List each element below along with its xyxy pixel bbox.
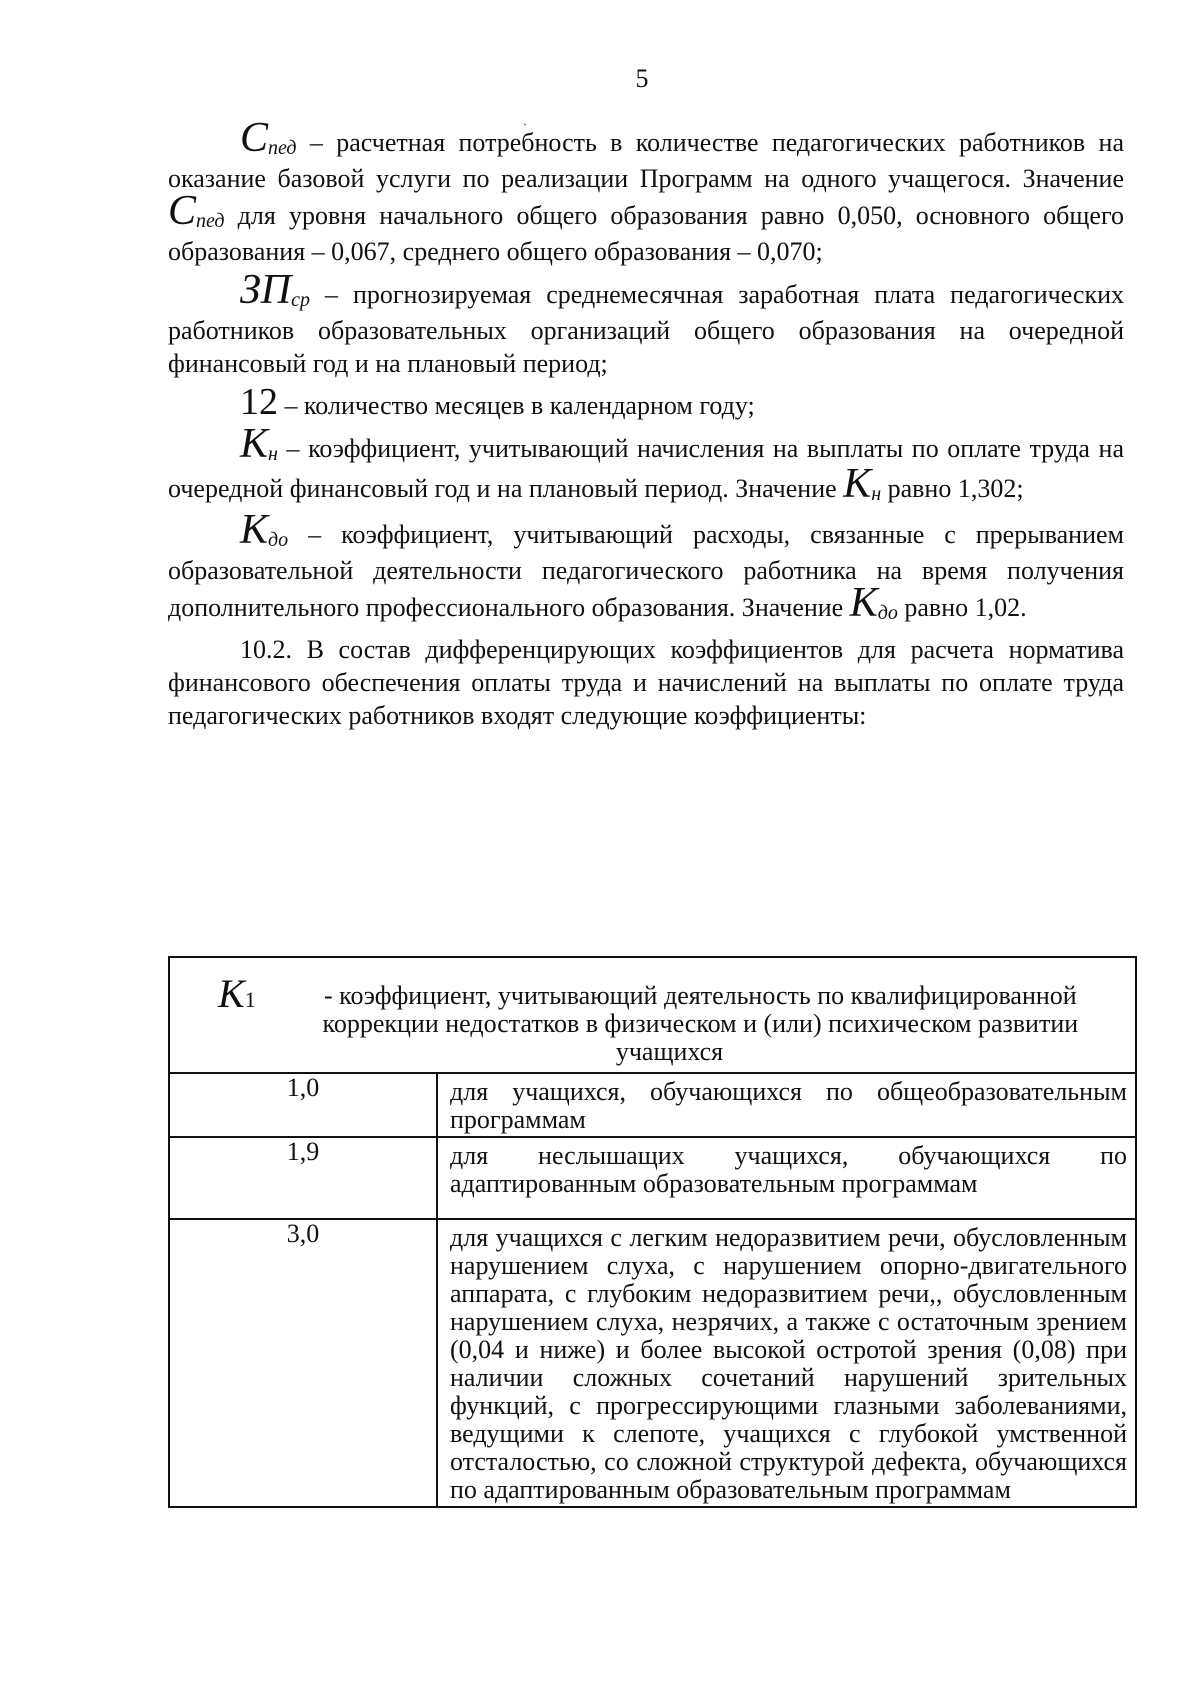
coefficient-description: для учащихся с легким недоразвитием речи, обусловленным нарушением слуха, с нарушением опорно-двигательного аппарата, с глубоким недоразвитием речи,, обусловленным нарушением слуха, незрячих, а также с остаточным зрением (0,04 и ниже) и более высокой остротой зрения (0,08) при наличии сложных сочетаний нарушений зрительных функций, с прогрессирующими глазными заболеваниями, ведущими к слепоте, учащихся с глубокой умственной отсталостью, со сложной структурой дефекта, обучающихся по адаптированным образовательным программам [437, 1219, 1136, 1507]
symbol-k-inline: K [843, 461, 872, 507]
table-header-row [169, 957, 1136, 1073]
symbol-subscript: до [268, 529, 289, 551]
paragraph-months [168, 381, 1124, 423]
symbol-k: K [240, 421, 269, 467]
symbol-c-inline: C [168, 188, 197, 234]
coefficient-value: 1,9 [169, 1137, 437, 1219]
symbol-subscript: до [877, 602, 898, 624]
paragraph-k-n [168, 421, 1124, 508]
symbol-subscript: н [268, 443, 278, 465]
coefficient-value: 3,0 [169, 1219, 437, 1507]
paragraph-text: – расчетная потребность в количестве педагогических работников на оказание базовой услуги по реализации Программ на одного учащегося. Значение [168, 128, 1124, 193]
symbol-k1 [218, 971, 256, 1016]
symbol-c: C [240, 115, 269, 161]
coefficient-description: для учащихся, обучающихся по общеобразовательным программам [437, 1073, 1136, 1137]
symbol-subscript: пед [196, 210, 225, 232]
symbol-subscript: ср [291, 289, 311, 311]
coefficient-value: 1,0 [169, 1073, 437, 1137]
symbol-subscript: н [871, 483, 882, 505]
paragraph-text: для уровня начального общего образования равно 0,050, основного общего образования – 0,067, среднего общего образования – 0,070; [168, 201, 1124, 266]
paragraph-text: 10.2. В состав дифференцирующих коэффициентов для расчета норматива финансового обеспечения оплаты труда и начислений на выплаты по оплате труда педагогических работников входят следующие коэффициенты: [168, 635, 1124, 730]
table-row [169, 1073, 1136, 1137]
coefficients-table [168, 956, 1137, 1508]
symbol-k-inline: K [849, 580, 878, 626]
coefficient-description: для неслышащих учащихся, обучающихся по адаптированным образовательным программам [437, 1137, 1136, 1219]
table-header-cell [169, 957, 1136, 1073]
paragraph-zp-sr [168, 267, 1124, 380]
table-row [169, 1137, 1136, 1219]
symbol-k: K [240, 507, 269, 553]
symbol-k: K [218, 971, 245, 1016]
paragraph-text: равно 1,302; [881, 474, 1024, 503]
symbol-subscript: пед [268, 137, 297, 159]
table-header-text: - коэффициент, учитывающий деятельность по квалифицированной коррекции недостатков в физическом и (или) психическом развитии учащихся [322, 981, 1079, 1066]
paragraph-text: равно 1,02. [897, 593, 1027, 622]
paragraph-text: – количество месяцев в календарном году; [278, 391, 755, 420]
document-body [168, 115, 1124, 732]
symbol-zp: ЗП [240, 267, 292, 313]
paragraph-text: – коэффициент, учитывающий начисления на выплаты по оплате труда на очередной финансовый год и на плановый период. Значение [168, 434, 1124, 503]
paragraph-text: – коэффициент, учитывающий расходы, связанные с прерыванием образовательной деятельности педагогического работника на время получения дополнительного профессионального образования. Значение [168, 520, 1124, 622]
scan-mark: ˎ [523, 112, 527, 126]
symbol-subscript: 1 [244, 987, 256, 1012]
symbol-12: 12 [240, 381, 278, 423]
paragraph-c-ped [168, 115, 1124, 268]
paragraph-k-do [168, 507, 1124, 627]
page-number: 5 [635, 64, 649, 93]
paragraph-text: – прогнозируемая среднемесячная заработная плата педагогических работников образовательных организаций общего образования на очередной финансовый год и на плановый период; [168, 280, 1124, 378]
table-row [169, 1219, 1136, 1507]
paragraph-10-2 [168, 633, 1124, 732]
